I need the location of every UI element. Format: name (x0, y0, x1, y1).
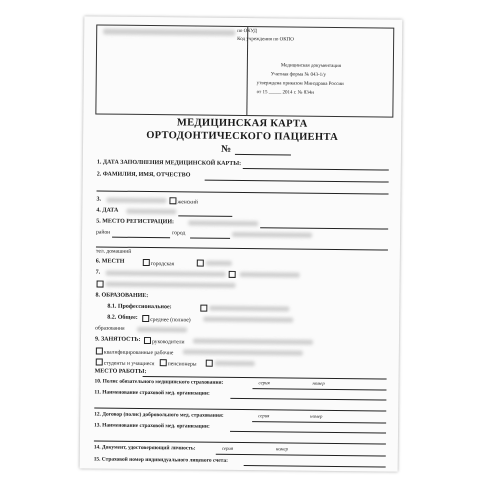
general-education-label: 8.2. Общее: (107, 314, 138, 321)
card-number-line[interactable] (235, 154, 291, 156)
insurer-label-1: 11. Наименование страховой мед. организации: (94, 389, 210, 397)
id-document-label: 14. Документ, удостоверяющий личность: (93, 444, 196, 452)
full-name-label: 2. ФАМИЛИЯ, ИМЯ, ОТЧЕСТВО (96, 171, 191, 179)
id-document-line[interactable] (216, 454, 386, 457)
workplace-label: МЕСТО РАБОТЫ: (94, 368, 147, 376)
skilled-option[interactable] (95, 347, 174, 356)
blurred-sex-text (106, 198, 166, 204)
city-label: город (172, 230, 186, 237)
district-line[interactable] (112, 237, 170, 239)
fill-date-line[interactable] (243, 168, 389, 171)
city-locality-label: городская (150, 261, 175, 268)
insurer-line-2b[interactable] (94, 440, 386, 444)
blurred-address-text (232, 232, 312, 238)
blurred-unemployed (215, 361, 255, 366)
female-checkbox[interactable] (169, 197, 176, 204)
city-locality-checkbox[interactable] (143, 259, 150, 266)
unemployed-checkbox[interactable] (206, 360, 213, 367)
dms-policy-line[interactable] (252, 421, 386, 423)
oms-number-label: номер (312, 381, 325, 387)
registration-line[interactable] (260, 227, 388, 229)
city-line[interactable] (190, 237, 230, 238)
okud-label: по ОКУД (237, 28, 257, 35)
oms-series-label: серия (258, 381, 270, 387)
okpo-label: Код учреждения по ОКПО (237, 36, 294, 43)
managers-checkbox[interactable] (144, 337, 151, 344)
card-title-line2: ОРТОДОНТИЧЕСКОГО ПАЦИЕНТА (146, 130, 339, 144)
blurred-professional (209, 306, 289, 312)
form-number: Учетная форма № 043-1/у (270, 72, 327, 78)
managers-option[interactable] (143, 337, 185, 345)
registration-label: 5. МЕСТО РЕГИСТРАЦИИ: (96, 218, 175, 226)
skilled-label: квалифицированные рабочие (103, 349, 174, 357)
blurred-header-text (103, 29, 235, 36)
professional-education-label: 8.1. Профессиональное: (107, 303, 172, 311)
locality-label: 6. МЕСТН (95, 258, 125, 265)
pensioners-label: пенсионеры (167, 361, 197, 368)
blurred-family-option (240, 272, 300, 278)
secondary-label: среднее (полное) (150, 317, 191, 324)
blurred-edu-suffix (137, 327, 187, 333)
sex-female-option[interactable] (168, 197, 198, 205)
pensioners-checkbox[interactable] (160, 359, 167, 366)
insurer-line-1[interactable] (230, 398, 386, 401)
managers-label: руководители (151, 339, 185, 346)
professional-checkbox[interactable] (200, 305, 207, 312)
family-checkbox-2[interactable] (97, 280, 104, 287)
sex-label: 3. (96, 196, 101, 203)
family-checkbox-1[interactable] (229, 271, 236, 278)
students-option[interactable] (95, 358, 155, 367)
blurred-registration-text (188, 220, 258, 226)
dms-series-label: серия (258, 414, 270, 420)
female-label: женский (177, 199, 198, 206)
professional-option[interactable] (199, 305, 208, 313)
insurer-line-2[interactable] (230, 431, 386, 434)
oms-policy-label: 10. Полис обязательного медицинского страхования: (94, 378, 224, 386)
pensioners-option[interactable] (159, 359, 197, 367)
medical-card-sheet (80, 16, 403, 471)
id-number-label: номер (275, 447, 289, 453)
address-line[interactable] (96, 246, 388, 250)
family-option-2[interactable] (96, 280, 105, 288)
snils-line[interactable] (244, 465, 386, 467)
oms-policy-line[interactable] (252, 388, 386, 390)
card-number-label: № (220, 143, 232, 155)
id-series-label: серия (221, 446, 234, 452)
family-option-1[interactable] (228, 271, 237, 279)
city-locality-option[interactable] (142, 259, 174, 267)
education-suffix: образования (95, 325, 125, 332)
blurred-employment (193, 339, 313, 345)
blurred-birth-text (126, 209, 176, 215)
approval-date: от 15 _____ 2014 г. № 834н (256, 90, 314, 96)
secondary-checkbox[interactable] (142, 315, 149, 322)
blurred-family-option-2 (106, 282, 236, 288)
header-stamp-box (95, 24, 394, 117)
insurer-label-2: 13. Наименование страховой мед. организации: (94, 422, 210, 430)
fill-date-label: 1. ДАТА ЗАПОЛНЕНИЯ МЕДИЦИНСКОЙ КАРТЫ: (96, 159, 242, 167)
students-checkbox[interactable] (96, 358, 103, 365)
med-doc-label: Медицинская документация (280, 63, 342, 70)
full-name-line-2[interactable] (97, 190, 389, 194)
birth-date-line[interactable] (178, 215, 232, 217)
education-label: 8. ОБРАЗОВАНИЕ: (95, 292, 149, 300)
family-status-num: 7. (95, 269, 101, 276)
rural-locality-option[interactable] (196, 260, 205, 268)
birth-date-label: 4. ДАТА (96, 207, 119, 214)
blurred-employment-2 (183, 349, 303, 355)
home-phone-label: тел. домашний (95, 248, 132, 255)
unemployed-option[interactable] (205, 360, 214, 368)
students-label: студенты и учащиеся (103, 360, 155, 368)
snils-label: 15. Страховой номер индивидуального лицевого счета: (93, 456, 228, 464)
full-name-line[interactable] (205, 180, 389, 183)
secondary-option[interactable] (141, 315, 191, 324)
employment-label: 9. ЗАНЯТОСТЬ: (94, 336, 141, 343)
approval-order: утверждена приказом Минздрава России (256, 81, 344, 88)
blurred-rural-text (206, 261, 232, 266)
card-title-line1: МЕДИЦИНСКАЯ КАРТА (176, 117, 308, 130)
skilled-checkbox[interactable] (96, 347, 103, 354)
district-label: район (96, 229, 111, 236)
blurred-general-edu (203, 317, 293, 323)
rural-checkbox[interactable] (197, 260, 204, 267)
dms-number-label: номер (310, 414, 323, 420)
blurred-family-label (106, 271, 226, 277)
dms-policy-label: 12. Договор (полис) добровольного мед. страхования: (94, 411, 224, 419)
insurer-line-1b[interactable] (94, 407, 386, 411)
